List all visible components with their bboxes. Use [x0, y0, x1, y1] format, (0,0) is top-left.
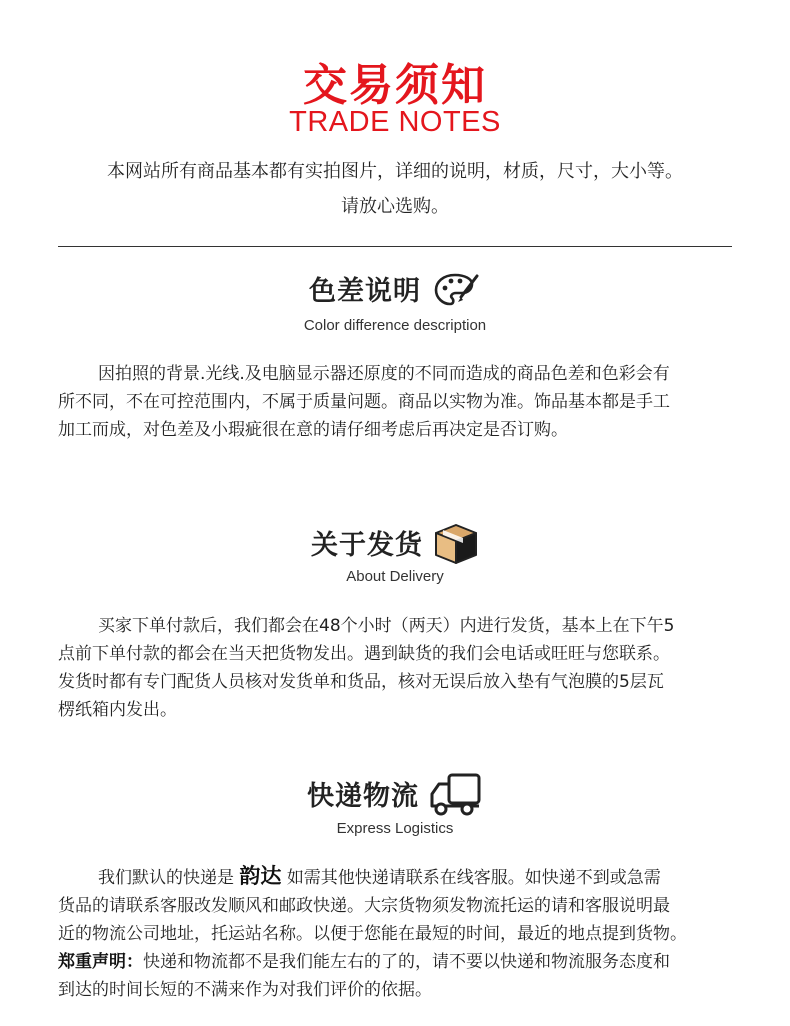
section-delivery-line: 发货时都有专门配货人员核对发货单和货品，核对无误后放入垫有气泡膜的5层瓦	[58, 672, 664, 692]
section-delivery-body	[58, 612, 748, 724]
section-color-title: 色差说明	[309, 276, 421, 307]
section-express-line: 货品的请联系客服改发顺风和邮政快递。大宗货物须发物流托运的请和客服说明最	[58, 896, 670, 916]
page-title: 交易须知	[303, 60, 487, 111]
declaration-text: 到达的时间长短的不满来作为对我们评价的依据。	[58, 980, 432, 1000]
section-express-title: 快递物流	[307, 781, 419, 812]
section-delivery-title: 关于发货	[311, 530, 423, 561]
intro-line-2: 请放心选购。	[341, 196, 449, 217]
section-delivery-line: 楞纸箱内发出。	[58, 700, 177, 720]
section-color-header	[0, 270, 790, 314]
intro-line-1: 本网站所有商品基本都有实拍图片，详细的说明，材质，尺寸，大小等。	[107, 161, 683, 182]
section-express-subtitle: Express Logistics	[336, 820, 454, 837]
section-express-line: 我们默认的快递是	[98, 868, 234, 888]
section-delivery-line: 买家下单付款后，我们都会在48个小时（两天）内进行发货，基本上在下午5	[98, 616, 675, 636]
courier-brand: 韵达	[239, 864, 282, 888]
declaration-label: 郑重声明：	[58, 952, 143, 972]
delivery-truck-icon	[429, 772, 483, 822]
section-color-line: 所不同，不在可控范围内，不属于质量问题。商品以实物为准。饰品基本都是手工	[58, 392, 670, 412]
page-subtitle: TRADE NOTES	[289, 106, 501, 138]
section-divider	[58, 246, 732, 247]
section-express-body	[58, 862, 748, 1004]
section-delivery-subtitle: About Delivery	[346, 568, 444, 585]
section-express-header	[0, 772, 790, 822]
section-express-line: 如需其他快递请联系在线客服。如快递不到或急需	[286, 868, 661, 888]
section-express-line: 近的物流公司地址，托运站名称。以便于您能在最短的时间，最近的地点提到货物。	[58, 924, 687, 944]
section-color-line: 加工而成，对色差及小瑕疵很在意的请仔细考虑后再决定是否订购。	[58, 420, 568, 440]
section-delivery-header	[0, 521, 790, 571]
palette-icon	[431, 270, 481, 314]
section-color-body	[58, 360, 748, 444]
package-box-icon	[433, 521, 479, 571]
section-color-line: 因拍照的背景.光线.及电脑显示器还原度的不同而造成的商品色差和色彩会有	[98, 364, 670, 384]
section-color-subtitle: Color difference description	[303, 317, 487, 334]
section-delivery-line: 点前下单付款的都会在当天把货物发出。遇到缺货的我们会电话或旺旺与您联系。	[58, 644, 670, 664]
declaration-text: 快递和物流都不是我们能左右的了的，请不要以快递和物流服务态度和	[143, 952, 670, 972]
